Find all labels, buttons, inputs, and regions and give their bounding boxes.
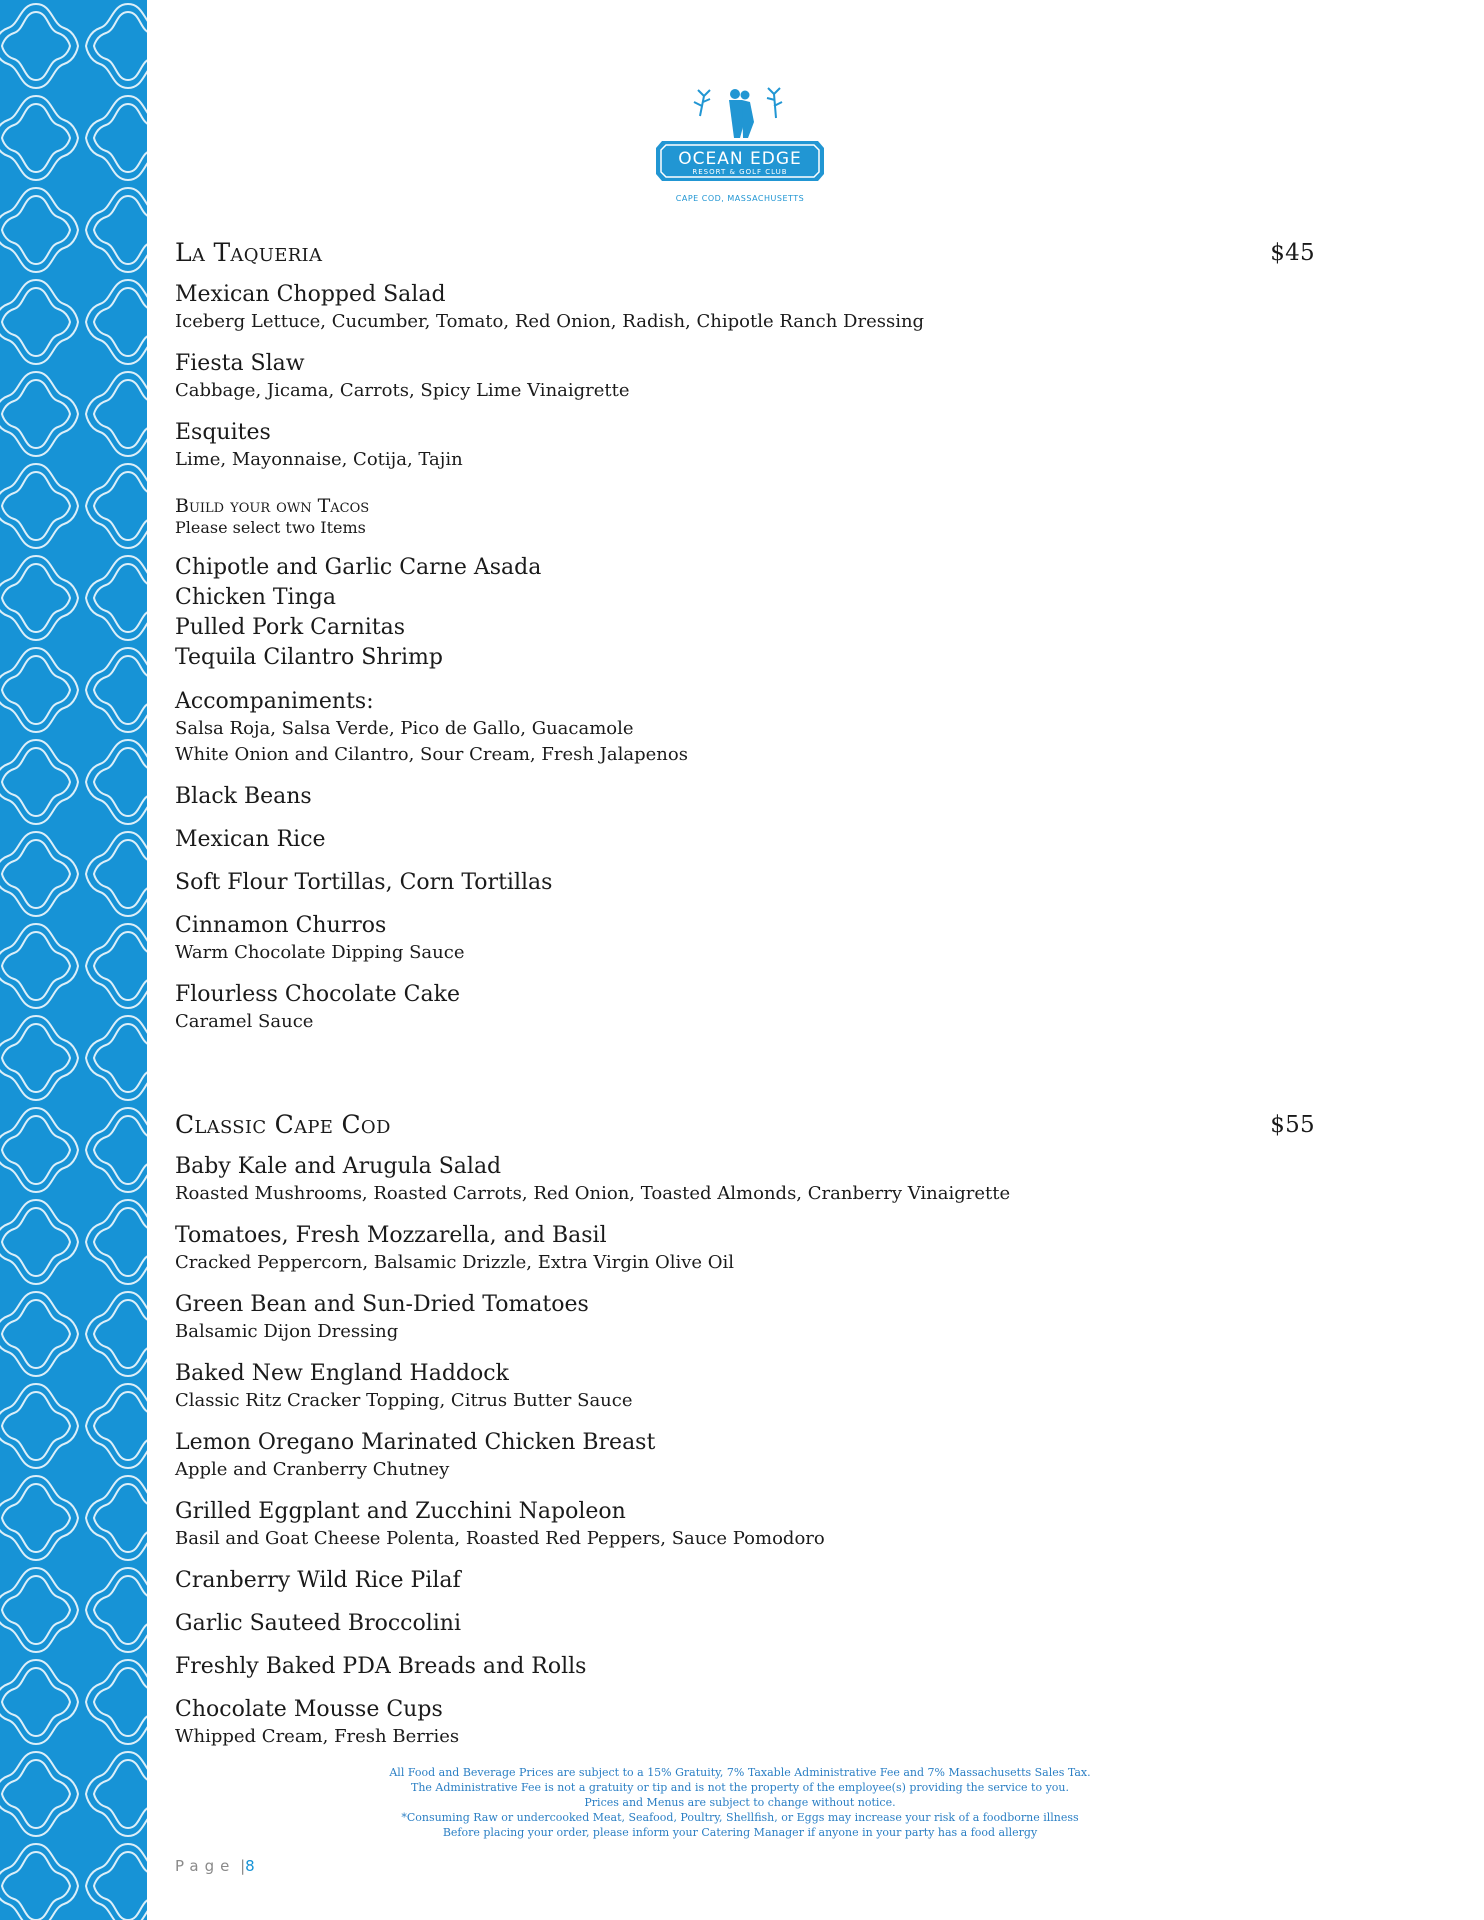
- ocean-edge-logo: [650, 86, 830, 211]
- accompaniments-line: White Onion and Cilantro, Sour Cream, Fresh Jalapenos: [175, 744, 688, 765]
- logo-location: CAPE COD, MASSACHUSETTS: [675, 194, 805, 203]
- menu-item-desc: Iceberg Lettuce, Cucumber, Tomato, Red Onion, Radish, Chipotle Ranch Dressing: [175, 311, 925, 332]
- menu-item-name: Cranberry Wild Rice Pilaf: [175, 1568, 461, 1593]
- footer-line: *Consuming Raw or undercooked Meat, Seafood, Poultry, Shellfish, or Eggs may increase your risk of a foodborne illness: [401, 1811, 1079, 1824]
- section-title: [175, 1110, 1315, 1144]
- menu-item-name: Tomatoes, Fresh Mozzarella, and Basil: [175, 1223, 607, 1248]
- page-number-value: 8: [245, 1857, 255, 1875]
- menu-item-desc: Warm Chocolate Dipping Sauce: [175, 942, 465, 963]
- menu-item-desc: Lime, Mayonnaise, Cotija, Tajin: [175, 449, 463, 470]
- menu-item-desc: Basil and Goat Cheese Polenta, Roasted Red Peppers, Sauce Pomodoro: [175, 1528, 825, 1549]
- menu-item-desc: Caramel Sauce: [175, 1011, 314, 1032]
- taco-choice: Chipotle and Garlic Carne Asada: [175, 555, 542, 580]
- menu-item-name: Cinnamon Churros: [175, 913, 387, 938]
- subsection-title: Build your own Tacos: [175, 495, 370, 517]
- taco-choice: Pulled Pork Carnitas: [175, 615, 406, 640]
- menu-item-name: Fiesta Slaw: [175, 351, 305, 376]
- menu-section-classic-cape-cod: [175, 1110, 1315, 1750]
- menu-item-name: Grilled Eggplant and Zucchini Napoleon: [175, 1499, 626, 1524]
- taco-choice: Chicken Tinga: [175, 585, 336, 610]
- accompaniments-line: Salsa Roja, Salsa Verde, Pico de Gallo, Guacamole: [175, 718, 634, 739]
- section-title: [175, 238, 1315, 272]
- menu-item-desc: Classic Ritz Cracker Topping, Citrus Butter Sauce: [175, 1390, 633, 1411]
- menu-item-name: Mexican Rice: [175, 827, 326, 852]
- menu-section-la-taqueria: [175, 238, 1315, 1035]
- logo-name: OCEAN EDGE: [678, 149, 802, 169]
- menu-item-name: Garlic Sauteed Broccolini: [175, 1611, 461, 1636]
- menu-item-name: Baked New England Haddock: [175, 1361, 509, 1386]
- taco-choice: Tequila Cilantro Shrimp: [175, 645, 443, 670]
- section-title-text: Classic Cape Cod: [175, 1110, 391, 1139]
- menu-item-desc: Apple and Cranberry Chutney: [175, 1459, 450, 1480]
- menu-item-desc: Balsamic Dijon Dressing: [175, 1321, 399, 1342]
- subsection-note: Please select two Items: [175, 518, 366, 537]
- footer-line: Before placing your order, please inform your Catering Manager if anyone in your party has a food allergy: [442, 1826, 1038, 1839]
- menu-item-name: Green Bean and Sun-Dried Tomatoes: [175, 1292, 589, 1317]
- footer-line: The Administrative Fee is not a gratuity or tip and is not the property of the employee(s) providing the service to you.: [411, 1781, 1069, 1794]
- menu-item-name: Esquites: [175, 420, 271, 445]
- section-title-text: La Taqueria: [175, 238, 323, 267]
- page-label: Page: [175, 1857, 236, 1875]
- menu-item-desc: Cabbage, Jicama, Carrots, Spicy Lime Vinaigrette: [175, 380, 630, 401]
- menu-item-name: Freshly Baked PDA Breads and Rolls: [175, 1654, 587, 1679]
- page-number: Page |8: [175, 1857, 255, 1875]
- accompaniments-label: Accompaniments:: [175, 689, 374, 714]
- section-price: $55: [1270, 1112, 1315, 1138]
- menu-item-name: Chocolate Mousse Cups: [175, 1697, 443, 1722]
- logo-subtitle: RESORT & GOLF CLUB: [692, 168, 788, 176]
- menu-item-desc: Whipped Cream, Fresh Berries: [175, 1726, 460, 1747]
- menu-item-name: Black Beans: [175, 784, 312, 809]
- menu-item-name: Baby Kale and Arugula Salad: [175, 1154, 502, 1179]
- menu-item-name: Lemon Oregano Marinated Chicken Breast: [175, 1430, 656, 1455]
- menu-item-name: Soft Flour Tortillas, Corn Tortillas: [175, 870, 553, 895]
- footer-line: Prices and Menus are subject to change without notice.: [584, 1796, 896, 1809]
- legal-footer: [330, 1765, 1150, 1840]
- menu-item-name: Flourless Chocolate Cake: [175, 982, 460, 1007]
- section-price: $45: [1270, 240, 1315, 266]
- menu-item-desc: Roasted Mushrooms, Roasted Carrots, Red Onion, Toasted Almonds, Cranberry Vinaigrette: [175, 1183, 1011, 1204]
- menu-item-name: Mexican Chopped Salad: [175, 282, 446, 307]
- decorative-sidebar: [0, 0, 147, 1920]
- menu-item-desc: Cracked Peppercorn, Balsamic Drizzle, Extra Virgin Olive Oil: [175, 1252, 735, 1273]
- footer-line: All Food and Beverage Prices are subject to a 15% Gratuity, 7% Taxable Administrative Fee and 7% Massachusetts Sales Tax.: [389, 1766, 1091, 1779]
